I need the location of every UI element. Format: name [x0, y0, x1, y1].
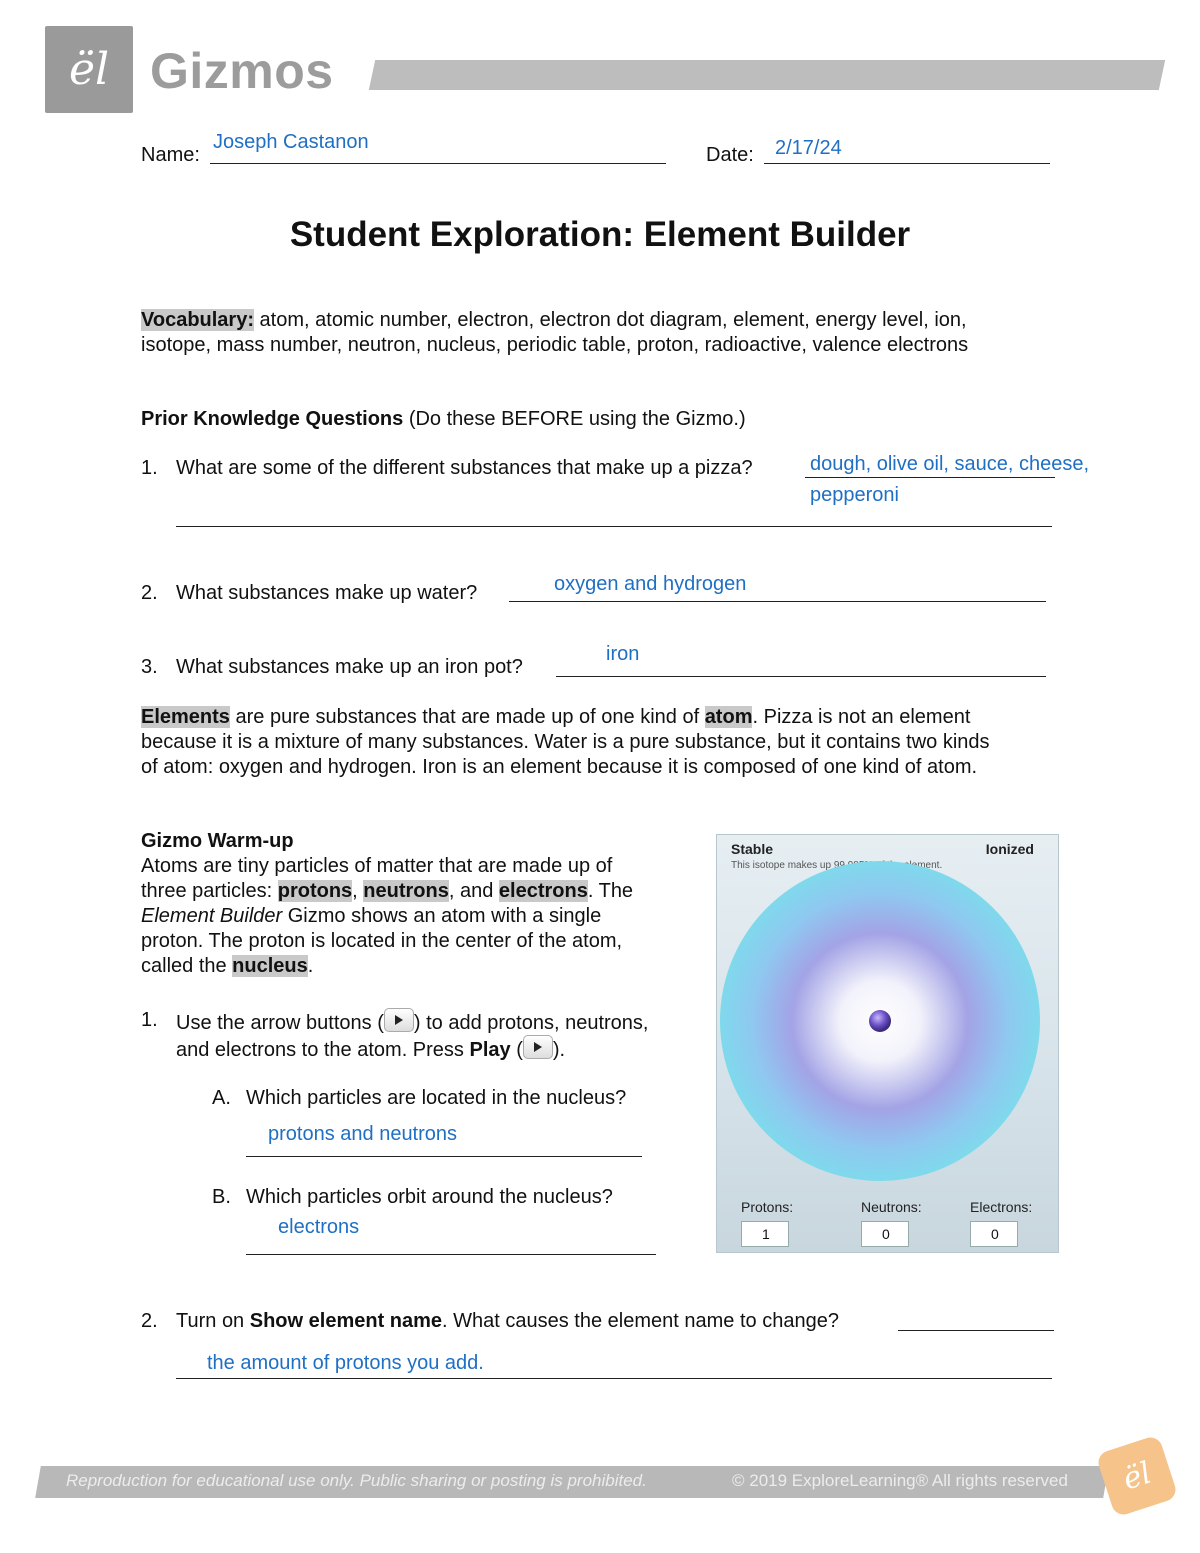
date-value[interactable]: 2/17/24 [775, 137, 842, 159]
q2-text: What substances make up water? [176, 582, 478, 604]
q1-answer-line-1 [805, 477, 1055, 478]
step1-text-d: ( [510, 1039, 523, 1061]
gizmos-wordmark: Gizmos [150, 43, 334, 99]
footer-copyright: © 2019 ExploreLearning® All rights reserved [732, 1471, 1068, 1490]
qA-answer[interactable]: protons and neutrons [268, 1123, 458, 1145]
q1-answer-2[interactable]: pepperoni [810, 484, 899, 506]
gizmo-name-italic: Element Builder [141, 905, 283, 927]
step1-number: 1. [141, 1009, 158, 1031]
elements-text-1: are pure substances that are made up of one kind of [229, 706, 705, 728]
term-atom: atom [704, 706, 753, 728]
warmup-line-5-pre: called the [141, 955, 233, 977]
term-neutrons: neutrons [363, 880, 449, 902]
footer-logo: ël [1095, 1434, 1178, 1517]
page-title: Student Exploration: Element Builder [289, 215, 911, 254]
step1-text-e: ). [552, 1039, 566, 1061]
elements-line-3: of atom: oxygen and hydrogen. Iron is an element because it is composed of one kind of atom. [141, 756, 978, 778]
term-protons: protons [277, 880, 353, 902]
warmup-line-4: proton. The proton is located in the center of the atom, [141, 930, 623, 952]
name-line [210, 163, 666, 164]
step1-line-1 [176, 1008, 648, 1036]
warmup-line-1: Atoms are tiny particles of matter that are made up of [141, 855, 613, 877]
q1-number: 1. [141, 457, 158, 479]
step2-answer[interactable]: the amount of protons you add. [207, 1352, 484, 1374]
warmup-block [141, 829, 701, 979]
q1-text: What are some of the different substances that make up a pizza? [176, 457, 753, 479]
explorelearning-logo: ël [68, 44, 110, 95]
elements-text-2: . Pizza is not an element [752, 706, 971, 728]
vocabulary-line-2: isotope, mass number, neutron, nucleus, periodic table, proton, radioactive, valence electrons [141, 334, 969, 356]
step1-text-c: and electrons to the atom. Press [176, 1039, 470, 1061]
step2-text-b: . What causes the element name to change? [442, 1310, 839, 1332]
step1-text-b: ) to add protons, neutrons, [413, 1012, 649, 1034]
elements-paragraph [141, 705, 1071, 780]
protons-field[interactable]: 1 [741, 1221, 789, 1247]
vocabulary-label: Vocabulary: [141, 309, 254, 331]
header-bar [369, 60, 1165, 90]
warmup-line-2-pre: three particles: [141, 880, 278, 902]
qB-letter: B. [212, 1186, 231, 1208]
term-elements: Elements [141, 706, 230, 728]
elements-line-2: because it is a mixture of many substances. Water is a pure substance, but it contains two kinds [141, 731, 990, 753]
qB-text: Which particles orbit around the nucleus? [246, 1186, 613, 1208]
warmup-heading: Gizmo Warm-up [141, 830, 294, 852]
neutrons-label: Neutrons: [861, 1199, 922, 1215]
neutrons-field[interactable]: 0 [861, 1221, 909, 1247]
warmup-line-2-post: . The [587, 880, 634, 902]
q1-answer-1[interactable]: dough, olive oil, sauce, cheese, [810, 453, 1090, 475]
warmup-and: , and [448, 880, 499, 902]
footer-disclaimer: Reproduction for educational use only. Public sharing or posting is prohibited. [66, 1471, 647, 1490]
protons-label: Protons: [741, 1199, 794, 1215]
warmup-line-5-post: . [307, 955, 314, 977]
play-button-icon [523, 1035, 553, 1059]
q3-answer[interactable]: iron [606, 643, 640, 665]
play-word: Play [469, 1039, 511, 1061]
step1-line-2 [176, 1035, 565, 1063]
gizmo-atom-panel [716, 834, 1059, 1253]
prior-knowledge-heading [141, 407, 746, 432]
q2-answer[interactable]: oxygen and hydrogen [554, 573, 747, 595]
qB-answer[interactable]: electrons [278, 1216, 360, 1238]
q2-answer-line [509, 601, 1046, 602]
step2-text [176, 1309, 839, 1334]
q2-number: 2. [141, 582, 158, 604]
electrons-label: Electrons: [970, 1199, 1033, 1215]
ionized-label: Ionized [985, 841, 1034, 857]
isotope-note: This isotope makes up 99.985% of the element. [731, 860, 943, 871]
name-label: Name: [141, 144, 200, 166]
qB-answer-line [246, 1254, 656, 1255]
q3-answer-line [556, 676, 1046, 677]
arrow-button-icon [384, 1008, 414, 1032]
show-element-name-bold: Show element name [249, 1310, 443, 1332]
step2-answer-line-1 [898, 1330, 1054, 1331]
atom-diagram [717, 857, 1058, 1187]
electrons-field[interactable]: 0 [970, 1221, 1018, 1247]
date-label: Date: [706, 144, 754, 166]
date-line [764, 163, 1050, 164]
q3-number: 3. [141, 656, 158, 678]
prior-heading-bold: Prior Knowledge Questions [141, 408, 404, 430]
vocabulary-block [141, 308, 968, 358]
term-electrons: electrons [498, 880, 588, 902]
qA-text: Which particles are located in the nucleus? [246, 1087, 627, 1109]
term-nucleus: nucleus [232, 955, 308, 977]
step2-text-a: Turn on [176, 1310, 250, 1332]
q3-text: What substances make up an iron pot? [176, 656, 523, 678]
step2-number: 2. [141, 1310, 158, 1332]
warmup-line-3-rest: Gizmo shows an atom with a single [282, 905, 602, 927]
prior-heading-note: (Do these BEFORE using the Gizmo.) [403, 408, 746, 430]
name-value[interactable]: Joseph Castanon [213, 131, 369, 153]
stable-label: Stable [731, 841, 774, 857]
qA-letter: A. [212, 1087, 231, 1109]
step2-answer-line-2 [176, 1378, 1052, 1379]
proton-particle[interactable] [869, 1010, 891, 1032]
qA-answer-line [246, 1156, 642, 1157]
warmup-comma: , [352, 880, 364, 902]
vocabulary-line-1: atom, atomic number, electron, electron dot diagram, element, energy level, ion, [254, 309, 967, 331]
q1-answer-line-2 [176, 526, 1052, 527]
step1-text-a: Use the arrow buttons ( [176, 1012, 384, 1034]
